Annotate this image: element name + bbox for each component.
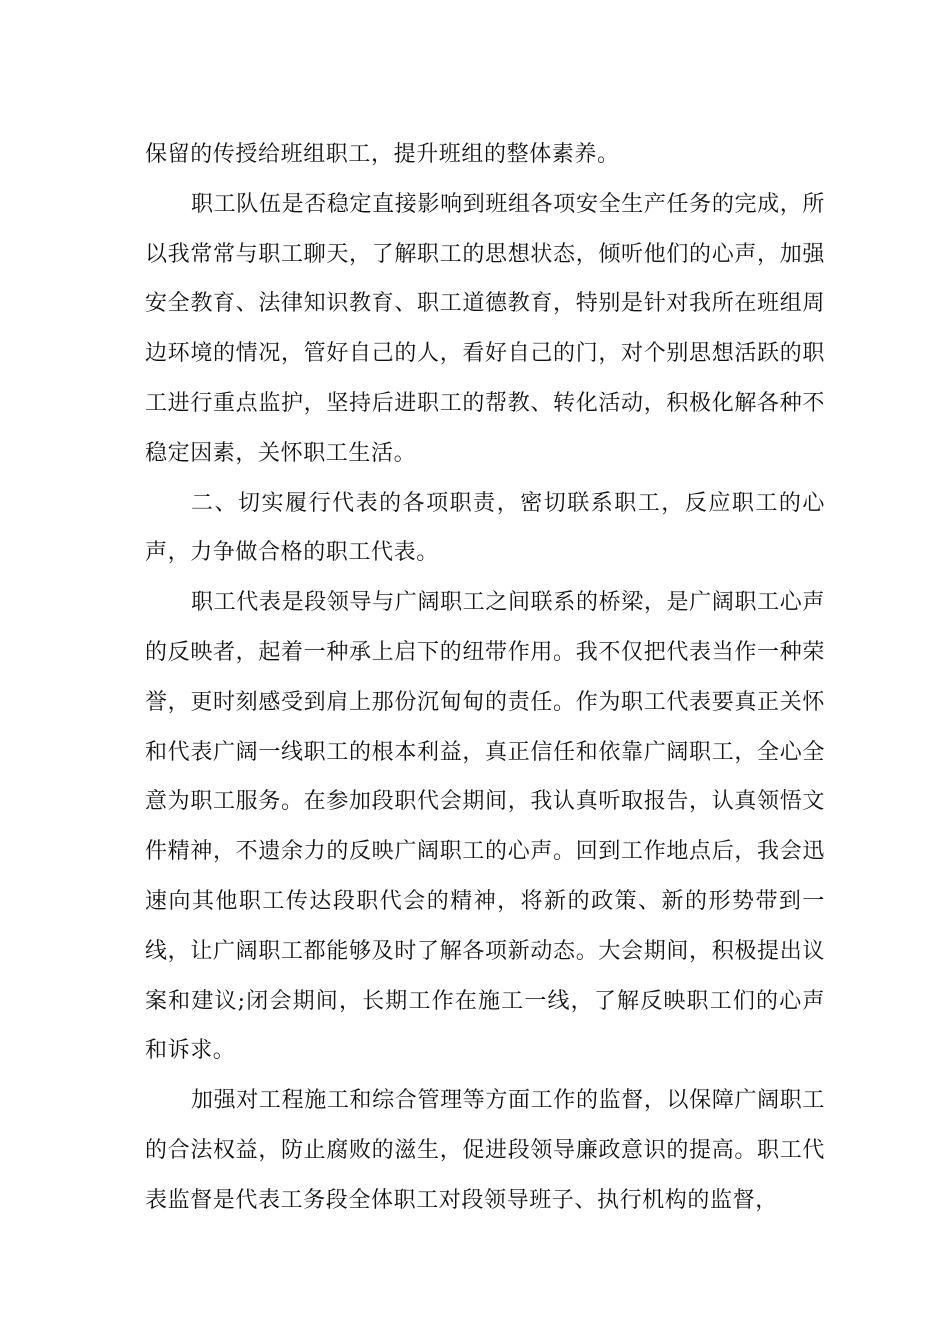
paragraph-5: 加强对工程施工和综合管理等方面工作的监督，以保障广阔职工的合法权益，防止腐败的滋生，促进段领导廉政意识的提高。职工代表监督是代表工务段全体职工对段领导班子、执行机构的监督， xyxy=(145,1088,825,1213)
document-body xyxy=(145,130,825,1226)
paragraph-4: 职工代表是段领导与广阔职工之间联系的桥梁，是广阔职工心声的反映者，起着一种承上启下的纽带作用。我不仅把代表当作一种荣誉，更时刻感受到肩上那份沉甸甸的责任。作为职工代表要真正关怀和代表广阔一线职工的根本利益，真正信任和依靠广阔职工，全心全意为职工服务。在参加段职代会期间，我认真听取报告，认真领悟文件精神，不遗余力的反映广阔职工的心声。回到工作地点后，我会迅速向其他职工传达段职代会的精神，将新的政策、新的形势带到一线，让广阔职工都能够及时了解各项新动态。大会期间，积极提出议案和建议;闭会期间，长期工作在施工一线，了解反映职工们的心声和诉求。 xyxy=(145,590,825,1064)
paragraph-1: 保留的传授给班组职工，提升班组的整体素养。 xyxy=(145,142,620,167)
paragraph-3: 二、切实履行代表的各项职责，密切联系职工，反应职工的心声，力争做合格的职工代表。 xyxy=(145,490,825,566)
paragraph-2: 职工队伍是否稳定直接影响到班组各项安全生产任务的完成，所以我常常与职工聊天，了解职工的思想状态，倾听他们的心声，加强安全教育、法律知识教育、职工道德教育，特别是针对我所在班组周边环境的情况，管好自己的人，看好自己的门，对个别思想活跃的职工进行重点监护，坚持后进职工的帮教、转化活动，积极化解各种不稳定因素，关怀职工生活。 xyxy=(145,191,825,466)
